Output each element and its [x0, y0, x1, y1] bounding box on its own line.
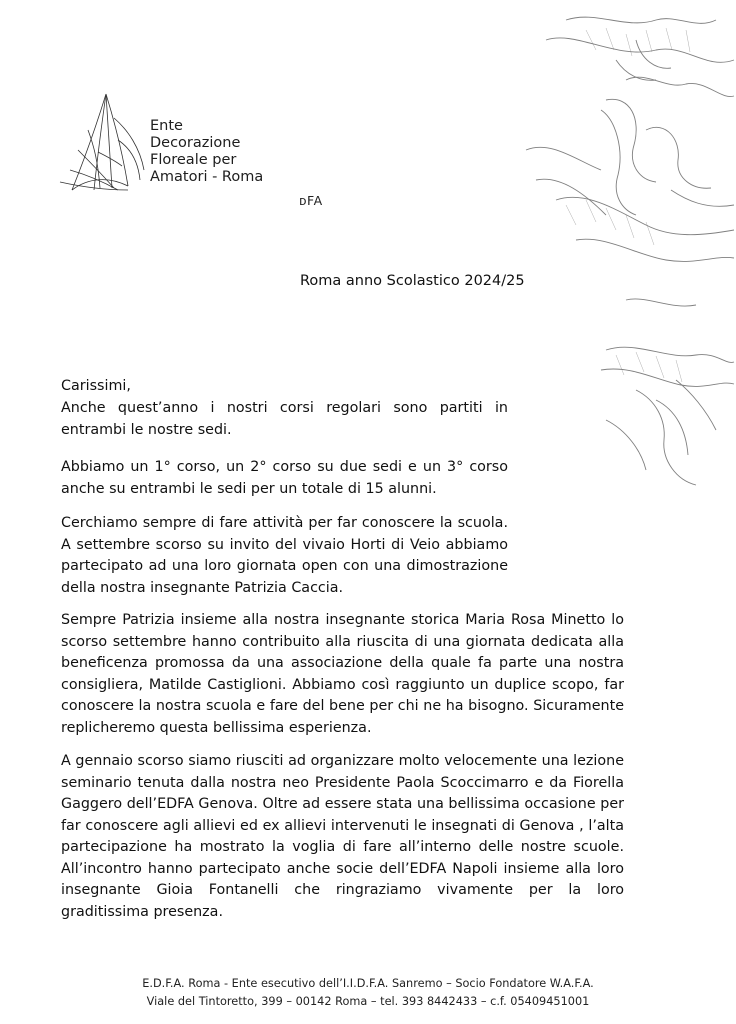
edfa-logo-mark — [58, 90, 150, 195]
logo-wordmark — [150, 118, 263, 186]
paragraph-seminar: A gennaio scorso siamo riusciti ad organizzare molto velocemente una lezione seminario tenuta dalla nostra neo Presidente Paola Scoccimarro e da Fiorella Gaggero dell’EDFA Genova. Oltre ad essere stata una bellissima occasione per far conoscere agli allievi ed ex allievi intervenuti le insegnati di Genova , l’alta partecipazione ha mostrato la voglia di fare all’interno delle nostre scuole. All’incontro hanno partecipato anche socie dell’EDFA Napoli insieme alla loro insegnante Gioia Fontanelli che ringraziamo vivamente per la loro graditissima presenza. — [61, 753, 624, 920]
footer-address: Viale del Tintoretto, 399 – 00142 Roma – tel. 393 8442433 – c.f. 05409451001 — [146, 995, 590, 1008]
paragraph-charity-event: Sempre Patrizia insieme alla nostra insegnante storica Maria Rosa Minetto lo scorso settembre hanno contribuito alla riuscita di una giornata dedicata alla beneficenza promossa da una associazione della quale fa parte una nostra consigliera, Matilde Castiglioni. Abbiamo così raggiunto un duplice scopo, far conoscere la nostra scuola e fare del bene per chi ne ha bisogno. Sicuramente replicheremo questa bellissima esperienza. — [61, 612, 624, 736]
footer-organization: E.D.F.A. Roma - Ente esecutivo dell’I.I.D.F.A. Sanremo – Socio Fondatore W.A.F.A. — [142, 977, 594, 990]
date-line: Roma anno Scolastico 2024/25 — [300, 273, 525, 289]
paragraph-activities: Cerchiamo sempre di fare attività per far conoscere la scuola. A settembre scorso su invito del vivaio Horti di Veio abbiamo partecipato ad una loro giornata open con una dimostrazione della nostra insegnante Patrizia Caccia. — [61, 515, 508, 596]
greeting: Carissimi, — [61, 378, 131, 394]
logo-line: Decorazione — [150, 135, 241, 151]
logo-line: Ente — [150, 118, 183, 134]
paragraph-courses-started: Anche quest’anno i nostri corsi regolari sono partiti in entrambi le nostre sedi. — [61, 400, 508, 438]
paragraph-course-levels: Abbiamo un 1° corso, un 2° corso su due sedi e un 3° corso anche su entrambi le sedi per un totale di 15 alunni. — [61, 459, 508, 497]
logo-line: Amatori - Roma — [150, 169, 264, 185]
floral-illustration — [506, 0, 736, 520]
logo-line: Floreale per — [150, 152, 237, 168]
logo-suffix: ᴅFA — [299, 193, 323, 208]
